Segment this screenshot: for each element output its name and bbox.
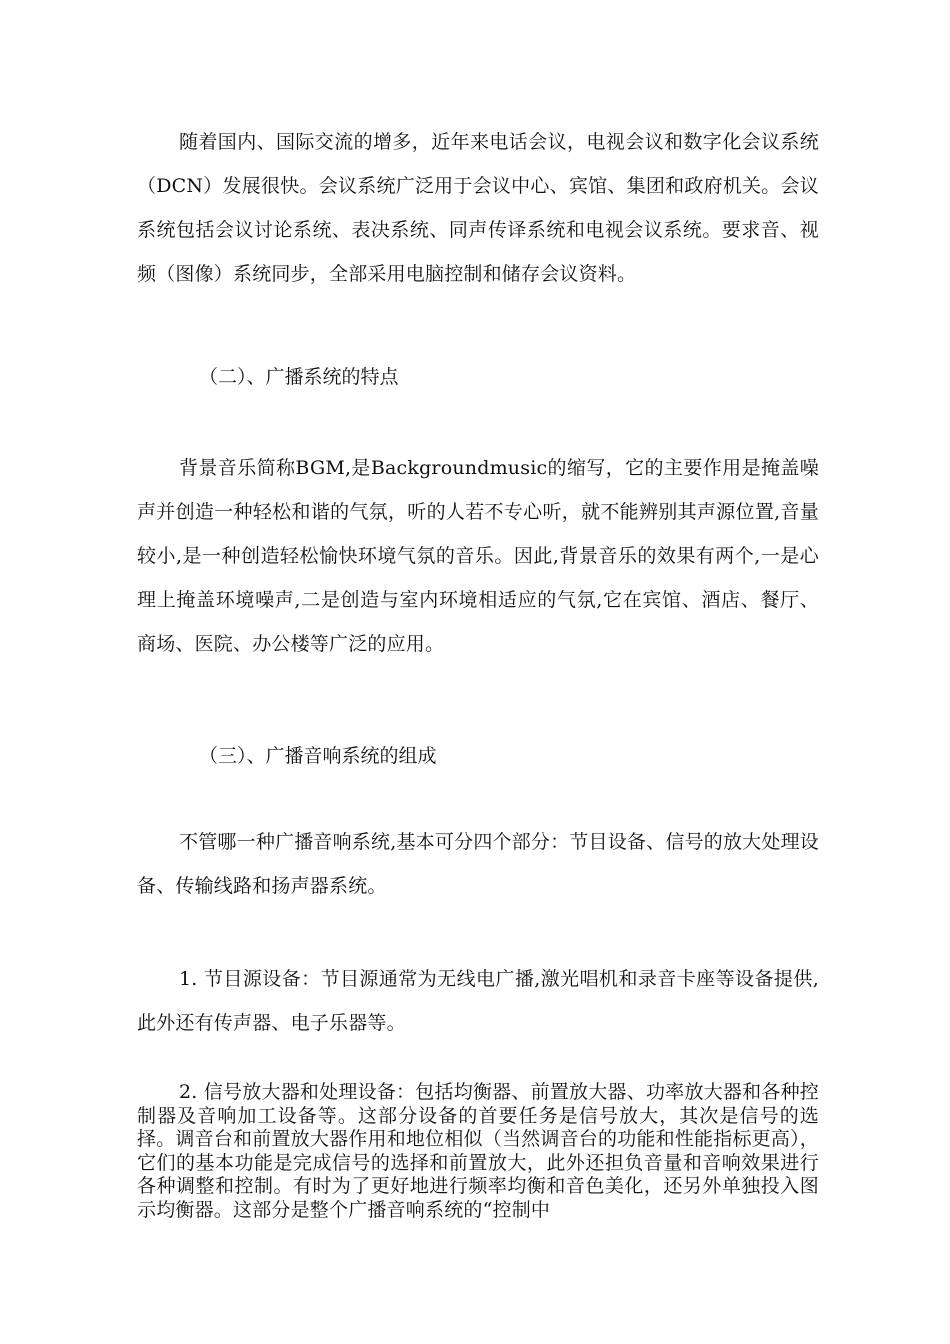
paragraph-background-music: 背景音乐简称BGM,是Backgroundmusic的缩写，它的主要作用是掩盖噪声并创造一种轻松和谐的气氛，听的人若不专心听，就不能辨别其声源位置,音量较小,是一种创造轻松愉快环境气氛的音乐。因此,背景音乐的效果有两个,一是心理上掩盖环境噪声,二是创造与室内环境相适应的气氛,它在宾馆、酒店、餐厅、商场、医院、办公楼等广泛的应用。	[137, 457, 819, 655]
heading-broadcast-features: （二）、广播系统的特点	[199, 366, 399, 388]
paragraph-signal-amplifier: 2. 信号放大器和处理设备：包括均衡器、前置放大器、功率放大器和各种控制器及音响加工设备等。这部分设备的首要任务是信号放大，其次是信号的选择。调音台和前置放大器作用和地位相似（当然调音台的功能和性能指标更高），它们的基本功能是完成信号的选择和前置放大，此外还担负音量和音响效果进行各种调整和控制。有时为了更好地进行频率均衡和音色美化，还另外单独投入图示均衡器。这部分是整个广播音响系统的“控制中	[137, 1081, 819, 1221]
paragraph-program-source: 1. 节目源设备：节目源通常为无线电广播,激光唱机和录音卡座等设备提供,此外还有传声器、电子乐器等。	[137, 968, 819, 1034]
paragraph-four-parts: 不管哪一种广播音响系统,基本可分四个部分：节目设备、信号的放大处理设备、传输线路和扬声器系统。	[137, 831, 819, 897]
paragraph-conference-system: 随着国内、国际交流的增多，近年来电话会议，电视会议和数字化会议系统（DCN）发展很快。会议系统广泛用于会议中心、宾馆、集团和政府机关。会议系统包括会议讨论系统、表决系统、同声传译系统和电视会议系统。要求音、视频（图像）系统同步，全部采用电脑控制和储存会议资料。	[137, 131, 819, 285]
heading-system-composition: （三）、广播音响系统的组成	[199, 745, 437, 767]
